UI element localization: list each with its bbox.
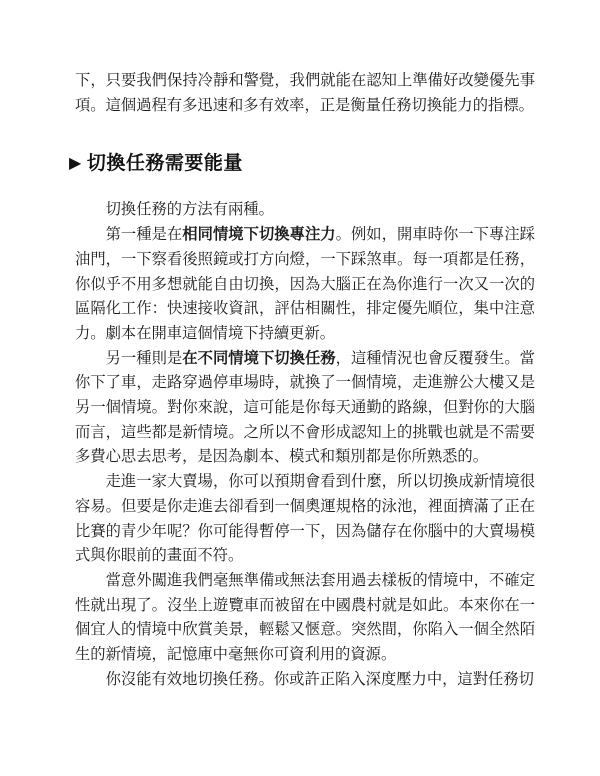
paragraph-text: 切換任務的方法有兩種。 (105, 201, 274, 219)
paragraph-text: 另一種則是 (105, 349, 183, 367)
paragraph-failed-switch (75, 668, 535, 693)
paragraph-text: 走進一家大賣場，你可以預期會看到什麼，所以切換成新情境很容易。但要是你走進去卻看到一個奧運規格的泳池，裡面擠滿了正在比賽的青少年呢？你可能得暫停一下，因為儲存在你腦中的大賣場模式與你眼前的畫面不符。 (75, 473, 535, 565)
paragraph-text: 你沒能有效地切換任務。你或許正陷入深度壓力中，這對任務切 (105, 670, 534, 688)
paragraph-text: 當意外闖進我們毫無準備或無法套用過去樣板的情境中，不確定性就出現了。沒坐上遊覽車而被留在中國農村就是如此。本來你在一個宜人的情境中欣賞美景，輕鬆又愜意。突然間，你陷入一個全然陌生的新情境，記憶庫中毫無你可資利用的資源。 (75, 571, 535, 664)
paragraph-text: 第一種是在 (105, 226, 183, 244)
section-heading-text: 切換任務需要能量 (86, 153, 243, 175)
section-heading (69, 150, 535, 179)
paragraph-bold-text: 在不同情境下切換任務 (182, 349, 336, 367)
paragraph-uncertainty (75, 569, 535, 668)
paragraph-text: 。例如，開車時你一下專注踩油門，一下察看後照鏡或打方向燈，一下踩煞車。每一項都是任務，你似乎不用多想就能自由切換，因為大腦正在為你進行一次又一次的區隔化工作：快速接收資訊，評估相關性，排定優先順位，集中注意力。劇本在開車這個情境下持續更新。 (75, 226, 535, 342)
paragraph-different-context (75, 347, 535, 471)
paragraph-bold-text: 相同情境下切換專注力 (182, 226, 336, 244)
paragraph-continuation: 下，只要我們保持冷靜和警覺，我們就能在認知上準備好改變優先事項。這個過程有多迅速和多有效率，正是衡量任務切換能力的指標。 (75, 72, 535, 114)
paragraph-supermarket (75, 470, 535, 569)
paragraph-same-context (75, 223, 535, 347)
paragraph-methods (75, 198, 535, 223)
triangle-marker-icon: ▶ (69, 155, 82, 173)
paragraph-text: ，這種情況也會反覆發生。當你下了車，走路穿過停車場時，就換了一個情境，走進辦公大樓又是另一個情境。對你來說，這可能是你每天通勤的路線，但對你的大腦而言，這些都是新情境。之所以不會形成認知上的挑戰也就是不需要多費心思去思考，是因為劇本、模式和類別都是你所熟悉的。 (75, 349, 535, 466)
